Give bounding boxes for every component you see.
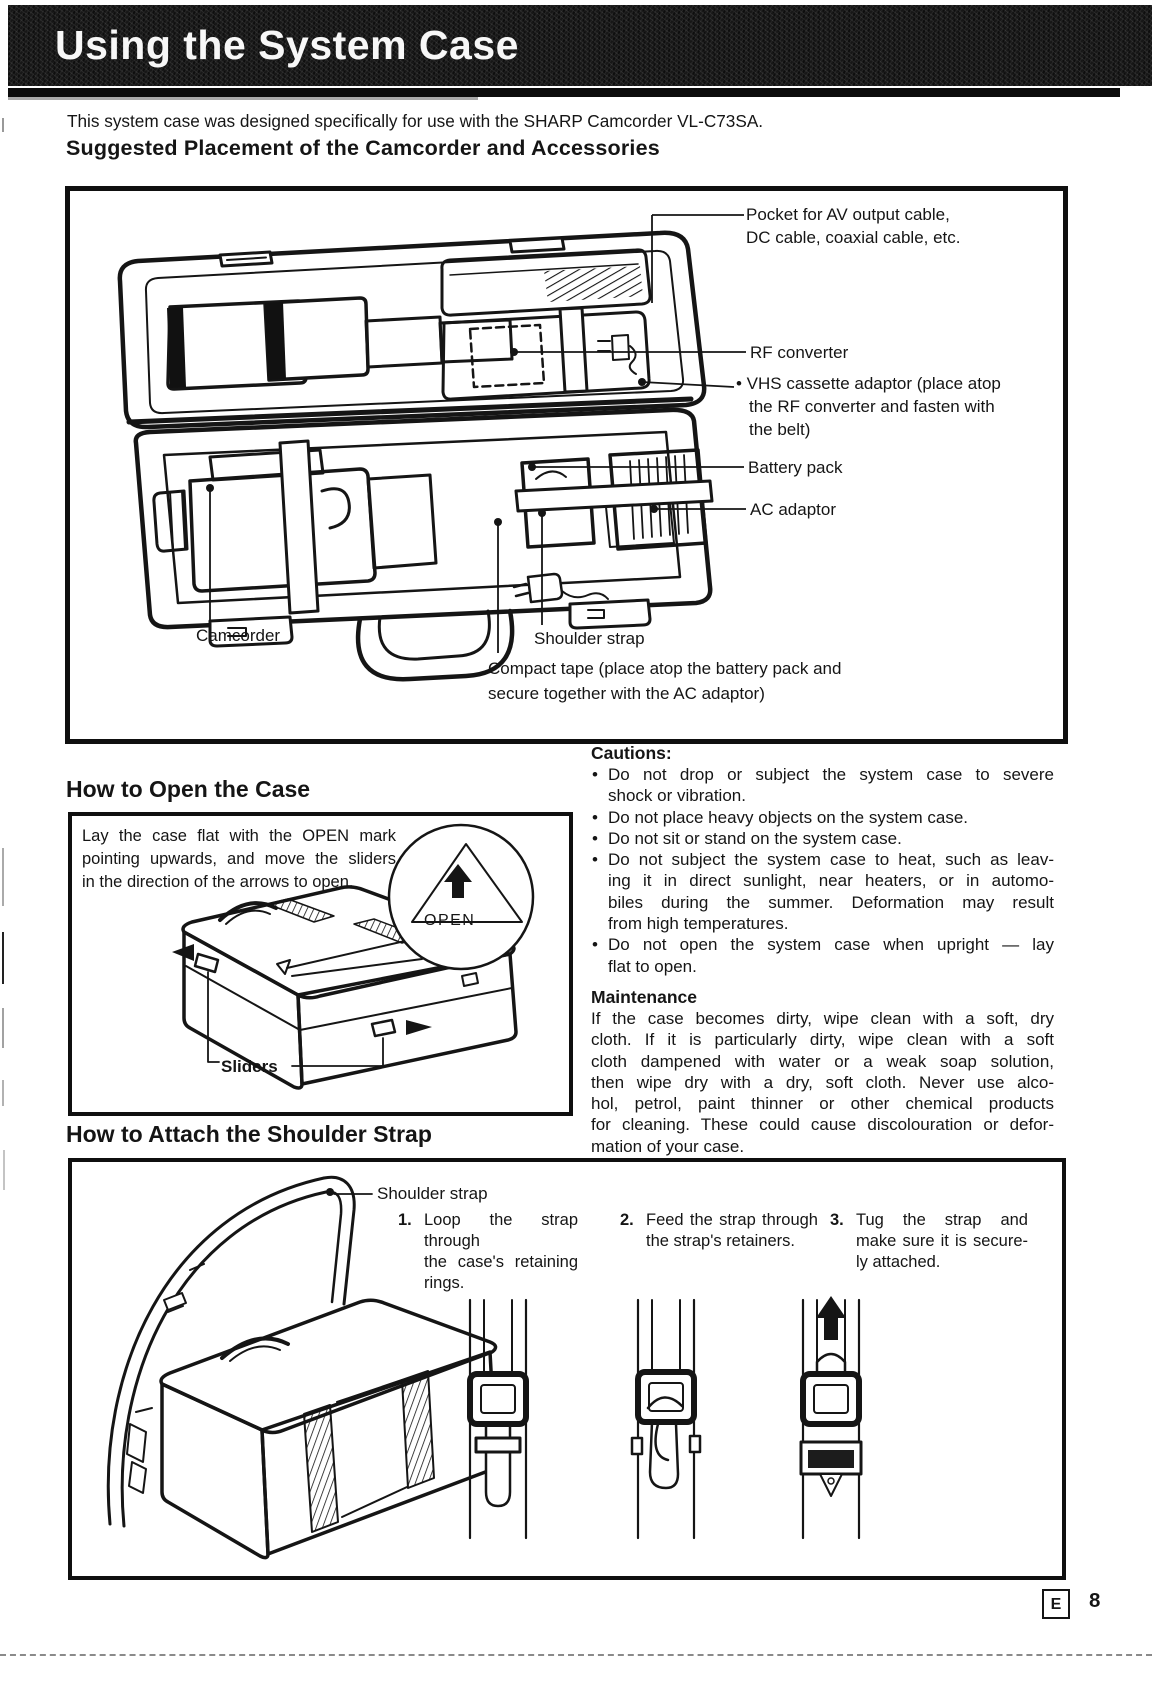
attach-step-3: 3. Tug the strap and make sure it is secure- ly attached. [830, 1211, 1028, 1271]
scan-artifact [2, 1080, 4, 1106]
open-mark-label: OPEN [424, 912, 476, 929]
caution-item: • Do not place heavy objects on the system case. [592, 807, 969, 827]
label-compact-tape: Compact tape (place atop the battery pack and secure together with the AC adaptor) [488, 659, 842, 703]
title-banner [8, 5, 1152, 86]
placement-heading: Suggested Placement of the Camcorder and Accessories [66, 136, 660, 160]
stored-shoulder-strap [516, 481, 712, 511]
page-title: Using the System Case [55, 22, 519, 68]
label-shoulder-strap: Shoulder strap [534, 629, 645, 648]
label-camcorder: Camcorder [196, 626, 281, 645]
edition-badge: E [1042, 1589, 1070, 1619]
shoulder-strap-label: Shoulder strap [377, 1184, 488, 1203]
closed-case-drawing [127, 1300, 496, 1557]
slider-arrow-right-icon [406, 1020, 432, 1035]
lid-rf-compartment [443, 308, 649, 399]
intro-text: This system case was designed specifically for use with the SHARP Camcorder VL-C73SA. [67, 111, 764, 131]
rf-converter-outline [470, 325, 544, 387]
scan-artifact [2, 848, 4, 906]
attach-step-1: 1. Loop the strap through the case's retaining rings. [398, 1211, 578, 1292]
caution-item: • Do not sit or stand on the system case. [592, 828, 902, 848]
label-vhs-adaptor: • VHS cassette adaptor (place atop the RF converter and fasten with the belt) [736, 374, 1001, 439]
strap-retaining-ring [127, 1424, 146, 1462]
maintenance-heading: Maintenance [591, 986, 697, 1007]
strap-retainer [476, 1438, 520, 1452]
attach-step-2: 2. Feed the strap through the strap's retainers. [620, 1211, 818, 1250]
scan-artifact [2, 1008, 4, 1048]
label-rf-converter: RF converter [750, 343, 849, 362]
bottom-dashed-line [0, 1654, 1152, 1656]
power-plug-drawing [528, 574, 562, 602]
placement-diagram-box [65, 186, 1068, 744]
maintenance-section: Maintenance If the case becomes dirty, wipe clean with a soft, dry cloth. If it is particularly dirty, wipe clean with a soft cloth dampened with water or a weak soap solution, then wipe dry with a dry, soft cloth. Never use alco- hol, petrol, paint thinner or other chemical products for cleaning. These could cause discolouration or defor- mation of your case. [591, 986, 1054, 1156]
strap-retaining-ring [129, 1462, 146, 1493]
strap-diagram-3 [801, 1296, 861, 1538]
strap-diagram-2 [632, 1300, 700, 1538]
label-ac-adaptor: AC adaptor [750, 500, 836, 519]
lid-pocket-cables [442, 250, 650, 315]
scan-artifact [2, 932, 4, 984]
open-case-heading: How to Open the Case [66, 776, 311, 802]
caution-item: • Do not open the system case when upright — lay flat to open. [592, 935, 1054, 976]
case-lid [120, 233, 704, 427]
sliders-label: Sliders [221, 1057, 278, 1076]
scan-artifact [3, 1150, 5, 1190]
strap-diagram-1 [470, 1300, 526, 1538]
lid-latch-right [510, 238, 564, 252]
lid-pocket-camcorder [167, 298, 512, 389]
caution-item: • Do not subject the system case to heat, such as leav- ing it in direct sunlight, near heaters, or in automo- biles during the summer. Deformation may result from high temperatures. [592, 850, 1054, 934]
scan-artifact [2, 118, 4, 132]
label-battery-pack: Battery pack [748, 458, 843, 477]
open-case-instruction: Lay the case flat with the OPEN mark pointing upwards, and move the sliders in the direction of the arrows to open. [82, 827, 396, 891]
slider-right [372, 1020, 432, 1036]
camcorder-drawing [154, 441, 436, 613]
attach-heading: How to Attach the Shoulder Strap [66, 1121, 432, 1147]
banner-rule [8, 88, 1120, 97]
cautions-column [591, 742, 1054, 1157]
banner-rule-shadow [8, 97, 478, 100]
open-case-box [68, 812, 573, 1116]
case-foot-right [570, 600, 650, 628]
tug-arrow-icon [816, 1296, 846, 1340]
page-number: 8 [1089, 1589, 1101, 1612]
attach-strap-box [68, 1158, 1066, 1580]
accessory-drawings [514, 450, 712, 602]
cautions-heading: Cautions: [591, 743, 672, 763]
caution-item: • Do not drop or subject the system case to severe shock or vibration. [592, 765, 1054, 806]
label-pocket: Pocket for AV output cable, DC cable, coaxial cable, etc. [746, 205, 961, 247]
lid-belt [560, 308, 587, 392]
